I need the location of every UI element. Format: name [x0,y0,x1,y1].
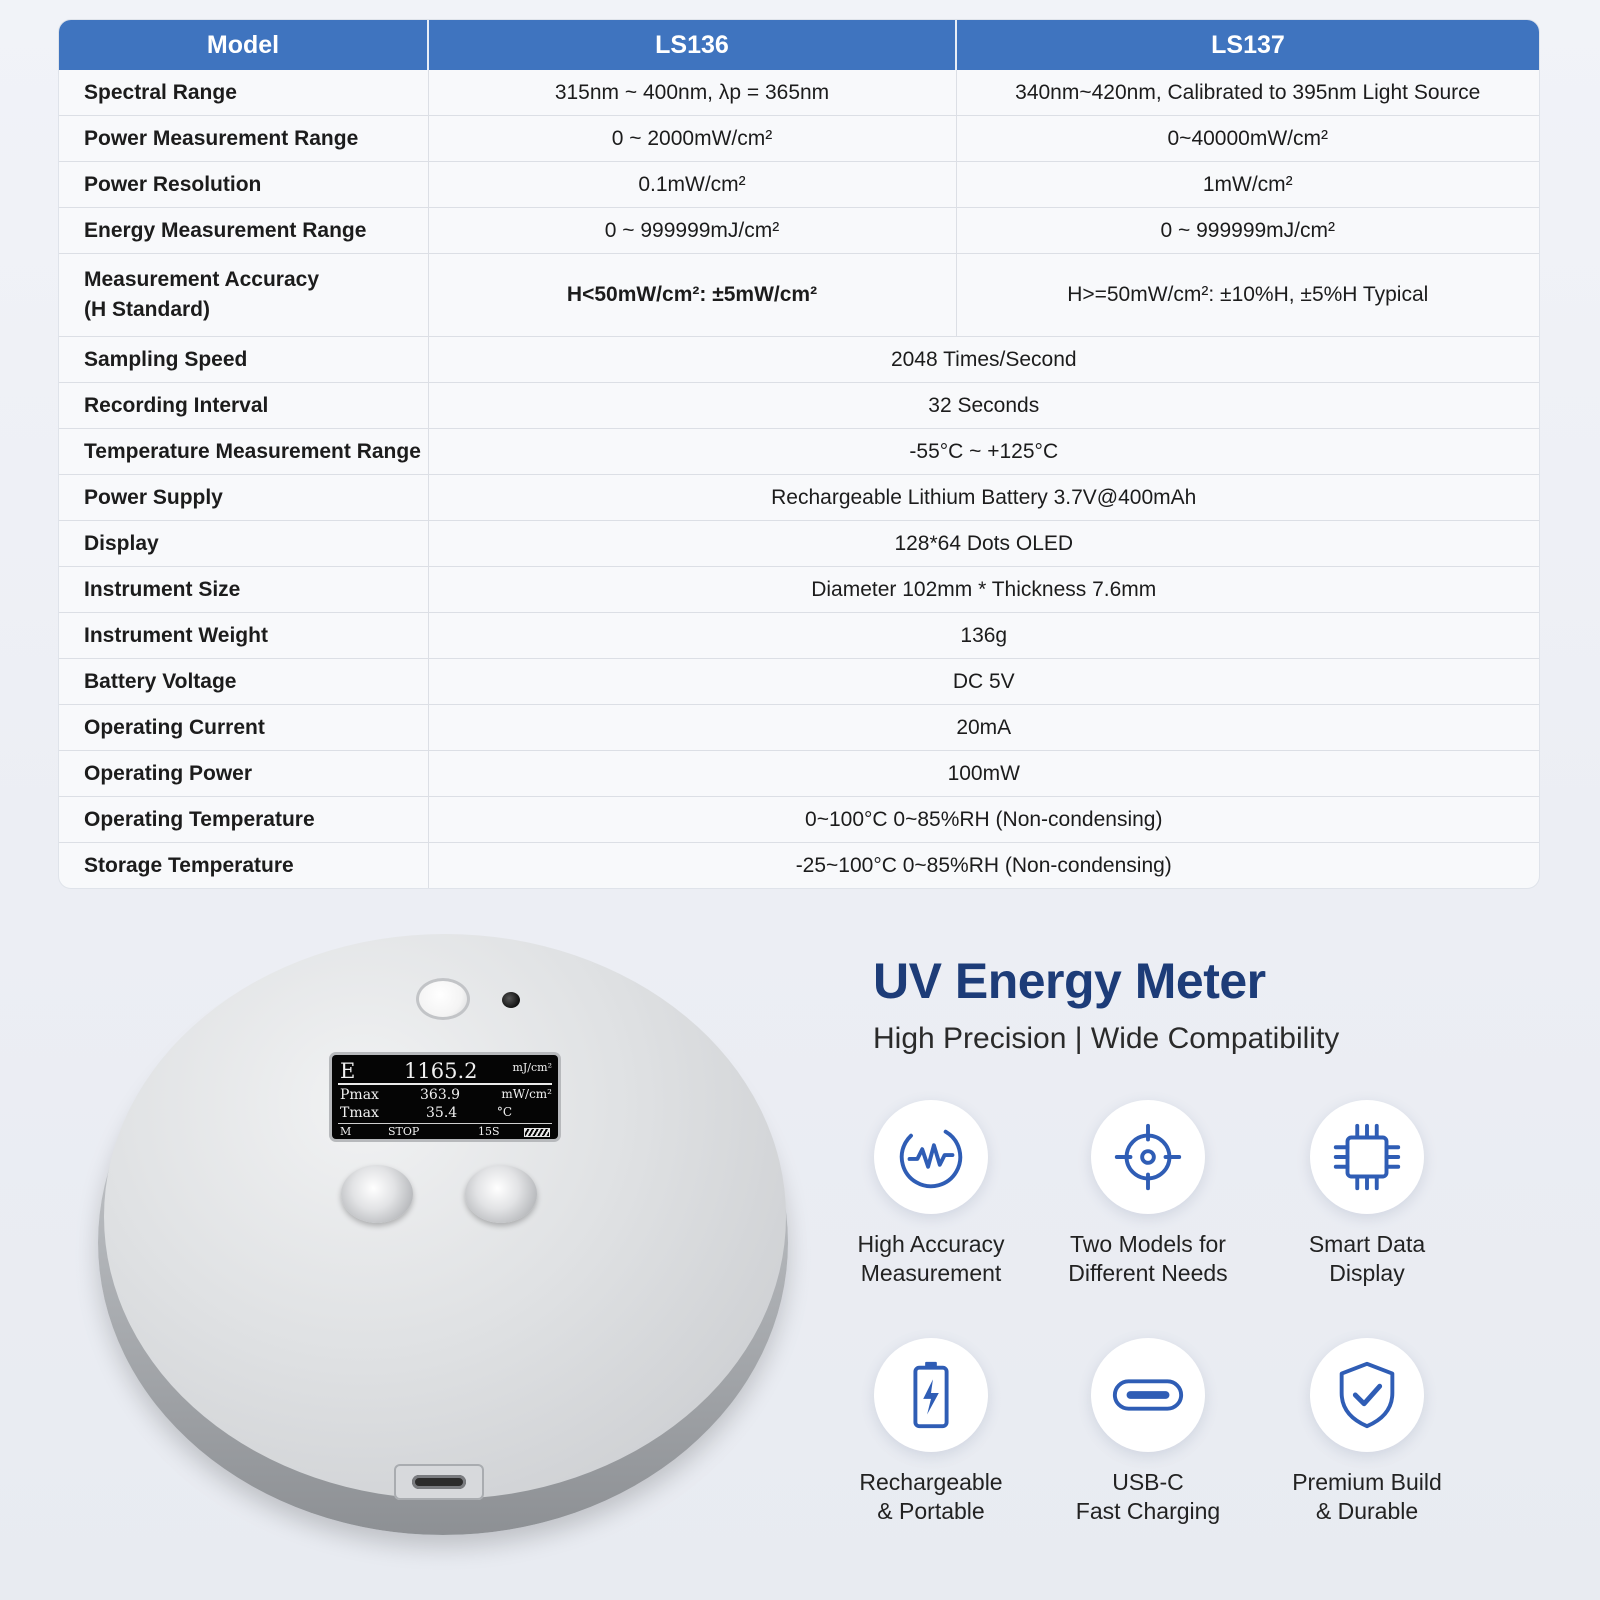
shared-value: Diameter 102mm * Thickness 7.6mm [428,567,1539,613]
table-row [59,70,1539,116]
row-label: Temperature Measurement Range [59,429,428,475]
feature-usb-c [1028,1338,1268,1526]
feature-label [1247,1468,1487,1526]
feature-two-models [1028,1100,1268,1288]
table-row [59,613,1539,659]
shared-value: DC 5V [428,659,1539,705]
table-row [59,567,1539,613]
ls137-value: 1mW/cm² [956,162,1539,208]
table-row [59,751,1539,797]
table-row [59,208,1539,254]
oled-battery-icon [524,1128,550,1137]
device-right-button [465,1165,537,1223]
row-label-line2: (H Standard) [84,298,210,321]
battery-charging-icon [892,1356,970,1434]
oled-tmax-value: 35.4 [426,1105,458,1121]
header-ls136: LS136 [428,20,956,70]
ls136-value: 0.1mW/cm² [428,162,956,208]
ls137-value: 0 ~ 999999mJ/cm² [956,208,1539,254]
shared-value: 20mA [428,705,1539,751]
ls136-value: 315nm ~ 400nm, λp = 365nm [428,70,956,116]
feature-label-line1: Premium Build [1292,1469,1442,1495]
ls137-value: H>=50mW/cm²: ±10%H, ±5%H Typical [956,254,1539,337]
oled-time: 15S [478,1125,500,1138]
shared-value: 128*64 Dots OLED [428,521,1539,567]
feature-label-line1: High Accuracy [857,1231,1005,1257]
row-label: Battery Voltage [59,659,428,705]
feature-label-line2: Display [1329,1260,1405,1286]
row-label: Operating Current [59,705,428,751]
table-row [59,521,1539,567]
product-subtitle: High Precision | Wide Compatibility [873,1022,1340,1055]
row-label: Power Supply [59,475,428,521]
feature-label-line2: Different Needs [1068,1260,1228,1286]
oled-mode: M [340,1125,352,1138]
waveform-icon [892,1118,970,1196]
row-label: Spectral Range [59,70,428,116]
feature-label-line2: Fast Charging [1075,1498,1221,1524]
row-label: Instrument Size [59,567,428,613]
feature-label-line1: Smart Data [1308,1231,1426,1257]
ls136-value: H<50mW/cm²: ±5mW/cm² [428,254,956,337]
crosshair-icon [1109,1118,1187,1196]
oled-state: STOP [388,1125,420,1138]
table-row [59,475,1539,521]
table-row [59,797,1539,843]
spec-table [59,20,1539,888]
shared-value: 32 Seconds [428,383,1539,429]
device-left-button [341,1165,413,1223]
table-row [59,337,1539,383]
shared-value: -25~100°C 0~85%RH (Non-condensing) [795,853,1172,877]
row-label: Operating Temperature [59,797,428,843]
ls137-value: 0~40000mW/cm² [956,116,1539,162]
shared-value: 100mW [428,751,1539,797]
row-label: Sampling Speed [59,337,428,383]
feature-label-line1: Two Models for [1070,1231,1226,1257]
indicator-led [502,992,520,1008]
table-row [59,162,1539,208]
oled-tmax-label: Tmax [340,1105,379,1121]
table-header-row [59,20,1539,70]
row-label-line1: Measurement Accuracy [84,268,319,291]
feature-smart-display [1247,1100,1487,1288]
feature-icon-badge [874,1100,988,1214]
oled-tmax-unit: °C [496,1105,512,1119]
feature-label-line1: USB-C [1112,1469,1184,1495]
row-label: Display [59,521,428,567]
oled-status-row [338,1123,552,1138]
row-label: Power Resolution [59,162,428,208]
feature-icon-badge [1310,1100,1424,1214]
feature-icon-badge [1310,1338,1424,1452]
table-row [59,705,1539,751]
table-row [59,116,1539,162]
feature-label-line2: & Durable [1315,1498,1419,1524]
header-model: Model [59,20,428,70]
oled-energy-label: E [340,1059,356,1083]
oled-screen [332,1055,558,1139]
feature-label [1247,1230,1487,1288]
usb-c-icon [1109,1356,1187,1434]
product-title: UV Energy Meter [873,953,1266,1009]
feature-label-line2: Measurement [860,1260,1002,1286]
oled-energy-unit: mJ/cm² [512,1061,552,1074]
shared-value: -55°C ~ +125°C [428,429,1539,475]
oled-pmax-unit: mW/cm² [501,1087,552,1101]
shared-value: 136g [428,613,1539,659]
table-row [59,383,1539,429]
ls136-value: 0 ~ 999999mJ/cm² [428,208,956,254]
row-label: Power Measurement Range [59,116,428,162]
shield-check-icon [1328,1356,1406,1434]
uv-sensor-window [416,978,470,1020]
feature-icon-badge [1091,1338,1205,1452]
feature-icon-badge [1091,1100,1205,1214]
ls136-value: 0 ~ 2000mW/cm² [428,116,956,162]
shared-value: 0~100°C 0~85%RH (Non-condensing) [428,797,1539,843]
table-row [59,843,1539,889]
feature-high-accuracy [811,1100,1051,1288]
oled-energy-value: 1165.2 [404,1059,478,1083]
oled-pmax-label: Pmax [340,1087,379,1103]
row-label: Recording Interval [59,383,428,429]
table-row [59,254,1539,337]
row-label: Operating Power [59,751,428,797]
ls137-value: 340nm~420nm, Calibrated to 395nm Light Source [956,70,1539,116]
row-label [59,254,428,337]
table-row [59,429,1539,475]
feature-label [1028,1468,1268,1526]
oled-pmax-value: 363.9 [420,1087,461,1103]
feature-label [811,1468,1051,1526]
usb-c-port [394,1464,484,1500]
table-row [59,659,1539,705]
feature-icon-badge [874,1338,988,1452]
feature-label [1028,1230,1268,1288]
feature-label-line1: Rechargeable [859,1469,1003,1495]
row-label: Energy Measurement Range [59,208,428,254]
feature-label-line2: & Portable [877,1498,985,1524]
oled-energy-row [338,1059,552,1085]
shared-value: Rechargeable Lithium Battery 3.7V@400mAh [428,475,1539,521]
chip-icon [1328,1118,1406,1196]
row-label: Instrument Weight [59,613,428,659]
row-label: Storage Temperature [59,843,428,889]
uv-meter-device-photo [98,930,803,1530]
header-ls137: LS137 [956,20,1539,70]
feature-label [811,1230,1051,1288]
feature-rechargeable [811,1338,1051,1526]
shared-value: 2048 Times/Second [428,337,1539,383]
feature-premium-build [1247,1338,1487,1526]
